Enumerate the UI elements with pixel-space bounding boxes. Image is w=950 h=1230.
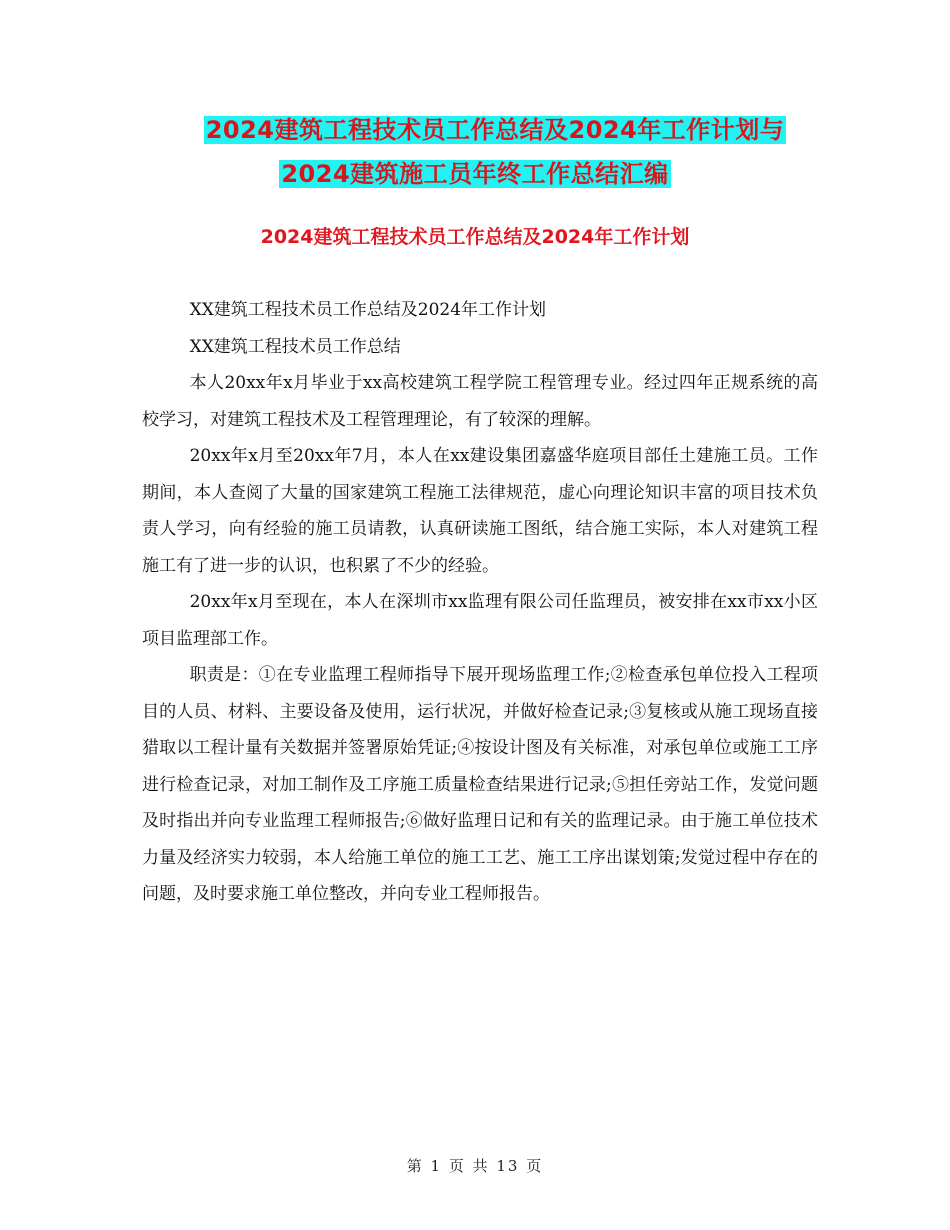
document-title-line-2	[0, 157, 950, 191]
body-paragraph: 职责是：①在专业监理工程师指导下展开现场监理工作;②检查承包单位投入工程项目的人员、材料、主要设备及使用，运行状况，并做好检查记录;③复核或从施工现场直接猎取以工程计量有关数据并签署原始凭证;④按设计图及有关标准，对承包单位或施工工序进行检查记录，对加工制作及工序施工质量检查结果进行记录;⑤担任旁站工作，发觉问题及时指出并向专业监理工程师报告;⑥做好监理日记和有关的监理记录。由于施工单位技术力量及经济实力较弱，本人给施工单位的施工工艺、施工工序出谋划策;发觉过程中存在的问题，及时要求施工单位整改，并向专业工程师报告。	[142, 665, 818, 904]
body-paragraph: XX建筑工程技术员工作总结	[189, 336, 401, 357]
section-title: 2024建筑工程技术员工作总结及2024年工作计划	[260, 226, 690, 248]
body-paragraph: XX建筑工程技术员工作总结及2024年工作计划	[189, 300, 547, 320]
body-paragraph: 本人20xx年x月毕业于xx高校建筑工程学院工程管理专业。经过四年正规系统的高校学习，对建筑工程技术及工程管理理论，有了较深的理解。	[142, 373, 818, 430]
page-footer: 第 1 页 共 13 页	[406, 1157, 544, 1175]
document-body	[142, 292, 818, 913]
document-title-line-1	[0, 113, 950, 147]
body-paragraph: 20xx年x月至现在，本人在深圳市xx监理有限公司任监理员，被安排在xx市xx小区项目监理部工作。	[142, 592, 818, 649]
body-paragraph: 20xx年x月至20xx年7月，本人在xx建设集团嘉盛华庭项目部任土建施工员。工作期间，本人查阅了大量的国家建筑工程施工法律规范，虚心向理论知识丰富的项目技术负责人学习，向有经验的施工员请教，认真研读施工图纸，结合施工实际，本人对建筑工程施工有了进一步的认识，也积累了不少的经验。	[142, 446, 818, 576]
document-title-line-1-text: 2024建筑工程技术员工作总结及2024年工作计划与	[205, 116, 785, 144]
document-title-line-2-text: 2024建筑施工员年终工作总结汇编	[281, 160, 669, 188]
